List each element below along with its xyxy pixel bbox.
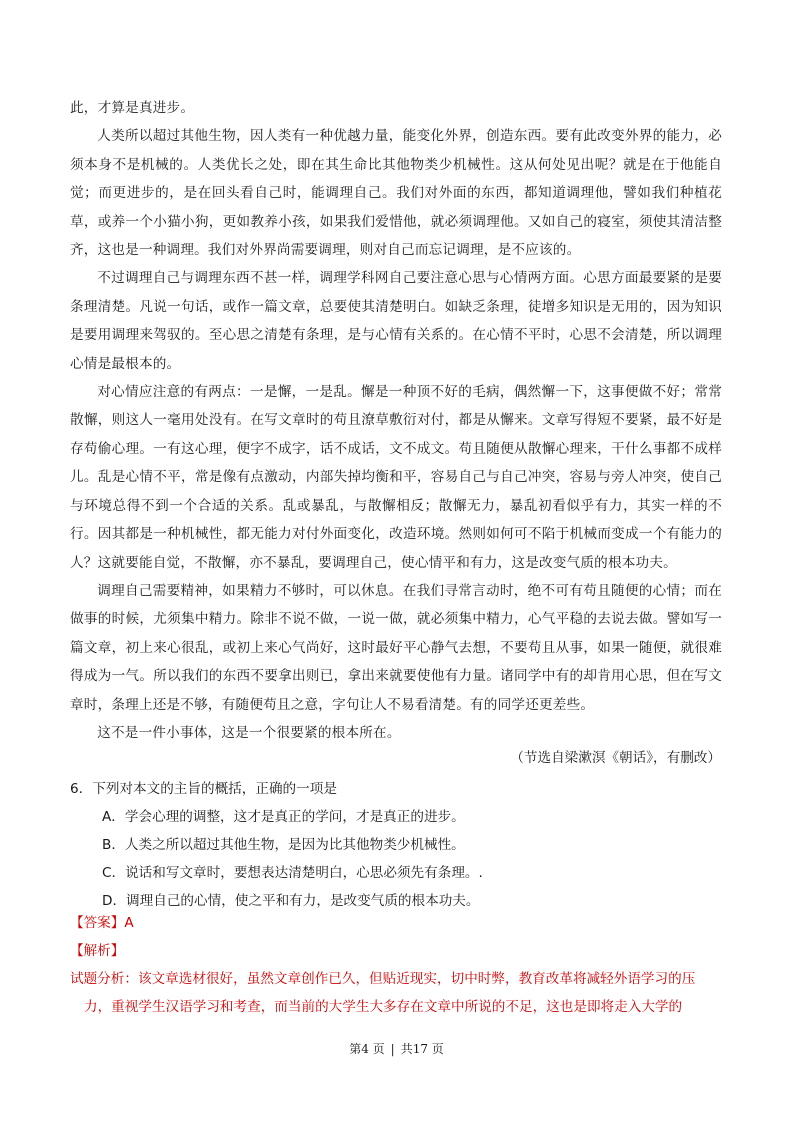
option-b: B．人类之所以超过其他生物，是因为比其他物类少机械性。 bbox=[102, 837, 465, 853]
analysis-text-continued: 力，重视学生汉语学习和考查，而当前的大学生大多存在文章中所说的不足，这也是即将走入大学的 bbox=[84, 999, 683, 1015]
passage-paragraph: 这不是一件小事体，这是一个很要紧的根本所在。 bbox=[97, 724, 401, 741]
option-d: D．调理自己的心情，使之平和有力，是改变气质的根本功夫。 bbox=[102, 893, 480, 909]
passage-source: （节选自梁漱溟《朝话》，有删改） bbox=[510, 750, 721, 766]
passage-paragraph: 此，才算是真进步。 bbox=[70, 100, 195, 116]
passage-paragraph: 对心情应注意的有两点：一是懈，一是乱。懈是一种顶不好的毛病，偶然懈一下，这事便做不好；常常散懈，则这人一毫用处没有。在写文章时的苟且潦草敷衍对付，都是从懈来。文章写得短不要紧，最不好是存苟偷心理。一有这心理，便字不成字，话不成话，文不成文。苟且随便从散懈心理来，干什么事都不成样儿。乱是心情不平，常是像有点激动，内部失掉均衡和平，容易自己与自己冲突，容易与旁人冲突，使自己与环境总得不到一个合适的关系。乱或暴乱，与散懈相反；散懈无力，暴乱初看似乎有力，其实一样的不行。因其都是一种机械性，都无能力对付外面变化，改造环境。然则如何可不陷于机械而变成一个有能力的人？这就要能自觉，不散懈，亦不暴乱，要调理自己，使心情平和有力，这是改变气质的根本功夫。 bbox=[70, 384, 722, 571]
page-number: 第4 页 bbox=[349, 1042, 385, 1056]
answer-section bbox=[70, 909, 730, 1021]
reading-passage bbox=[70, 94, 722, 747]
page-footer bbox=[0, 1040, 793, 1057]
footer-separator: | bbox=[390, 1042, 395, 1056]
question-6 bbox=[70, 775, 730, 915]
analysis-text: 试题分析：该文章选材很好，虽然文章创作已久，但贴近现实，切中时弊，教育改革将减轻外语学习的压 bbox=[70, 971, 696, 987]
passage-paragraph: 调理自己需要精神，如果精力不够时，可以休息。在我们寻常言动时，绝不可有苟且随便的心情；而在做事的时候，尤须集中精力。除非不说不做，一说一做，就必须集中精力，心气平稳的去说去做。譬如写一篇文章，初上来心很乱，或初上来心气尚好，这时最好平心静气去想，不要苟且从事，如果一随便，就很难得成为一气。所以我们的东西不要拿出则已，拿出来就要使他有力量。诸同学中有的却肯用心思，但在写文章时，条理上还是不够，有随便苟且之意，字句让人不易看清楚。有的同学还更差些。 bbox=[70, 582, 722, 713]
analysis-label: 【解析】 bbox=[70, 943, 125, 959]
passage-paragraph: 不过调理自己与调理东西不甚一样，调理学科网自己要注意心思与心情两方面。心思方面最要紧的是要条理清楚。凡说一句话，或作一篇文章，总要使其清楚明白。如缺乏条理，徒增多知识是无用的，因为知识是要用调理来驾驭的。至心思之清楚有条理，是与心情有关系的。在心情不平时，心思不会清楚，所以调理心情是最根本的。 bbox=[70, 270, 722, 372]
option-a: A．学会心理的调整，这才是真正的学问，才是真正的进步。 bbox=[102, 809, 465, 825]
passage-paragraph: 人类所以超过其他生物，因人类有一种优越力量，能变化外界，创造东西。要有此改变外界的能力，必须本身不是机械的。人类优长之处，即在其生命比其他物类少机械性。这从何处见出呢？就是在于他能自觉；而更进步的，是在回头看自己时，能调理自己。我们对外面的东西，都知道调理他，譬如我们种植花草，或养一个小猫小狗，更如教养小孩，如果我们爱惜他，就必须调理他。又如自己的寝室，须使其清洁整齐，这也是一种调理。我们对外界尚需要调理，则对自己而忘记调理，是不应该的。 bbox=[70, 128, 722, 259]
answer-label: 【答案】A bbox=[70, 915, 134, 931]
question-stem: 6．下列对本文的主旨的概括，正确的一项是 bbox=[70, 781, 337, 797]
total-pages: 共17 页 bbox=[400, 1042, 444, 1056]
option-c: C．说话和写文章时，要想表达清楚明白，心思必须先有条理。. bbox=[102, 865, 483, 881]
